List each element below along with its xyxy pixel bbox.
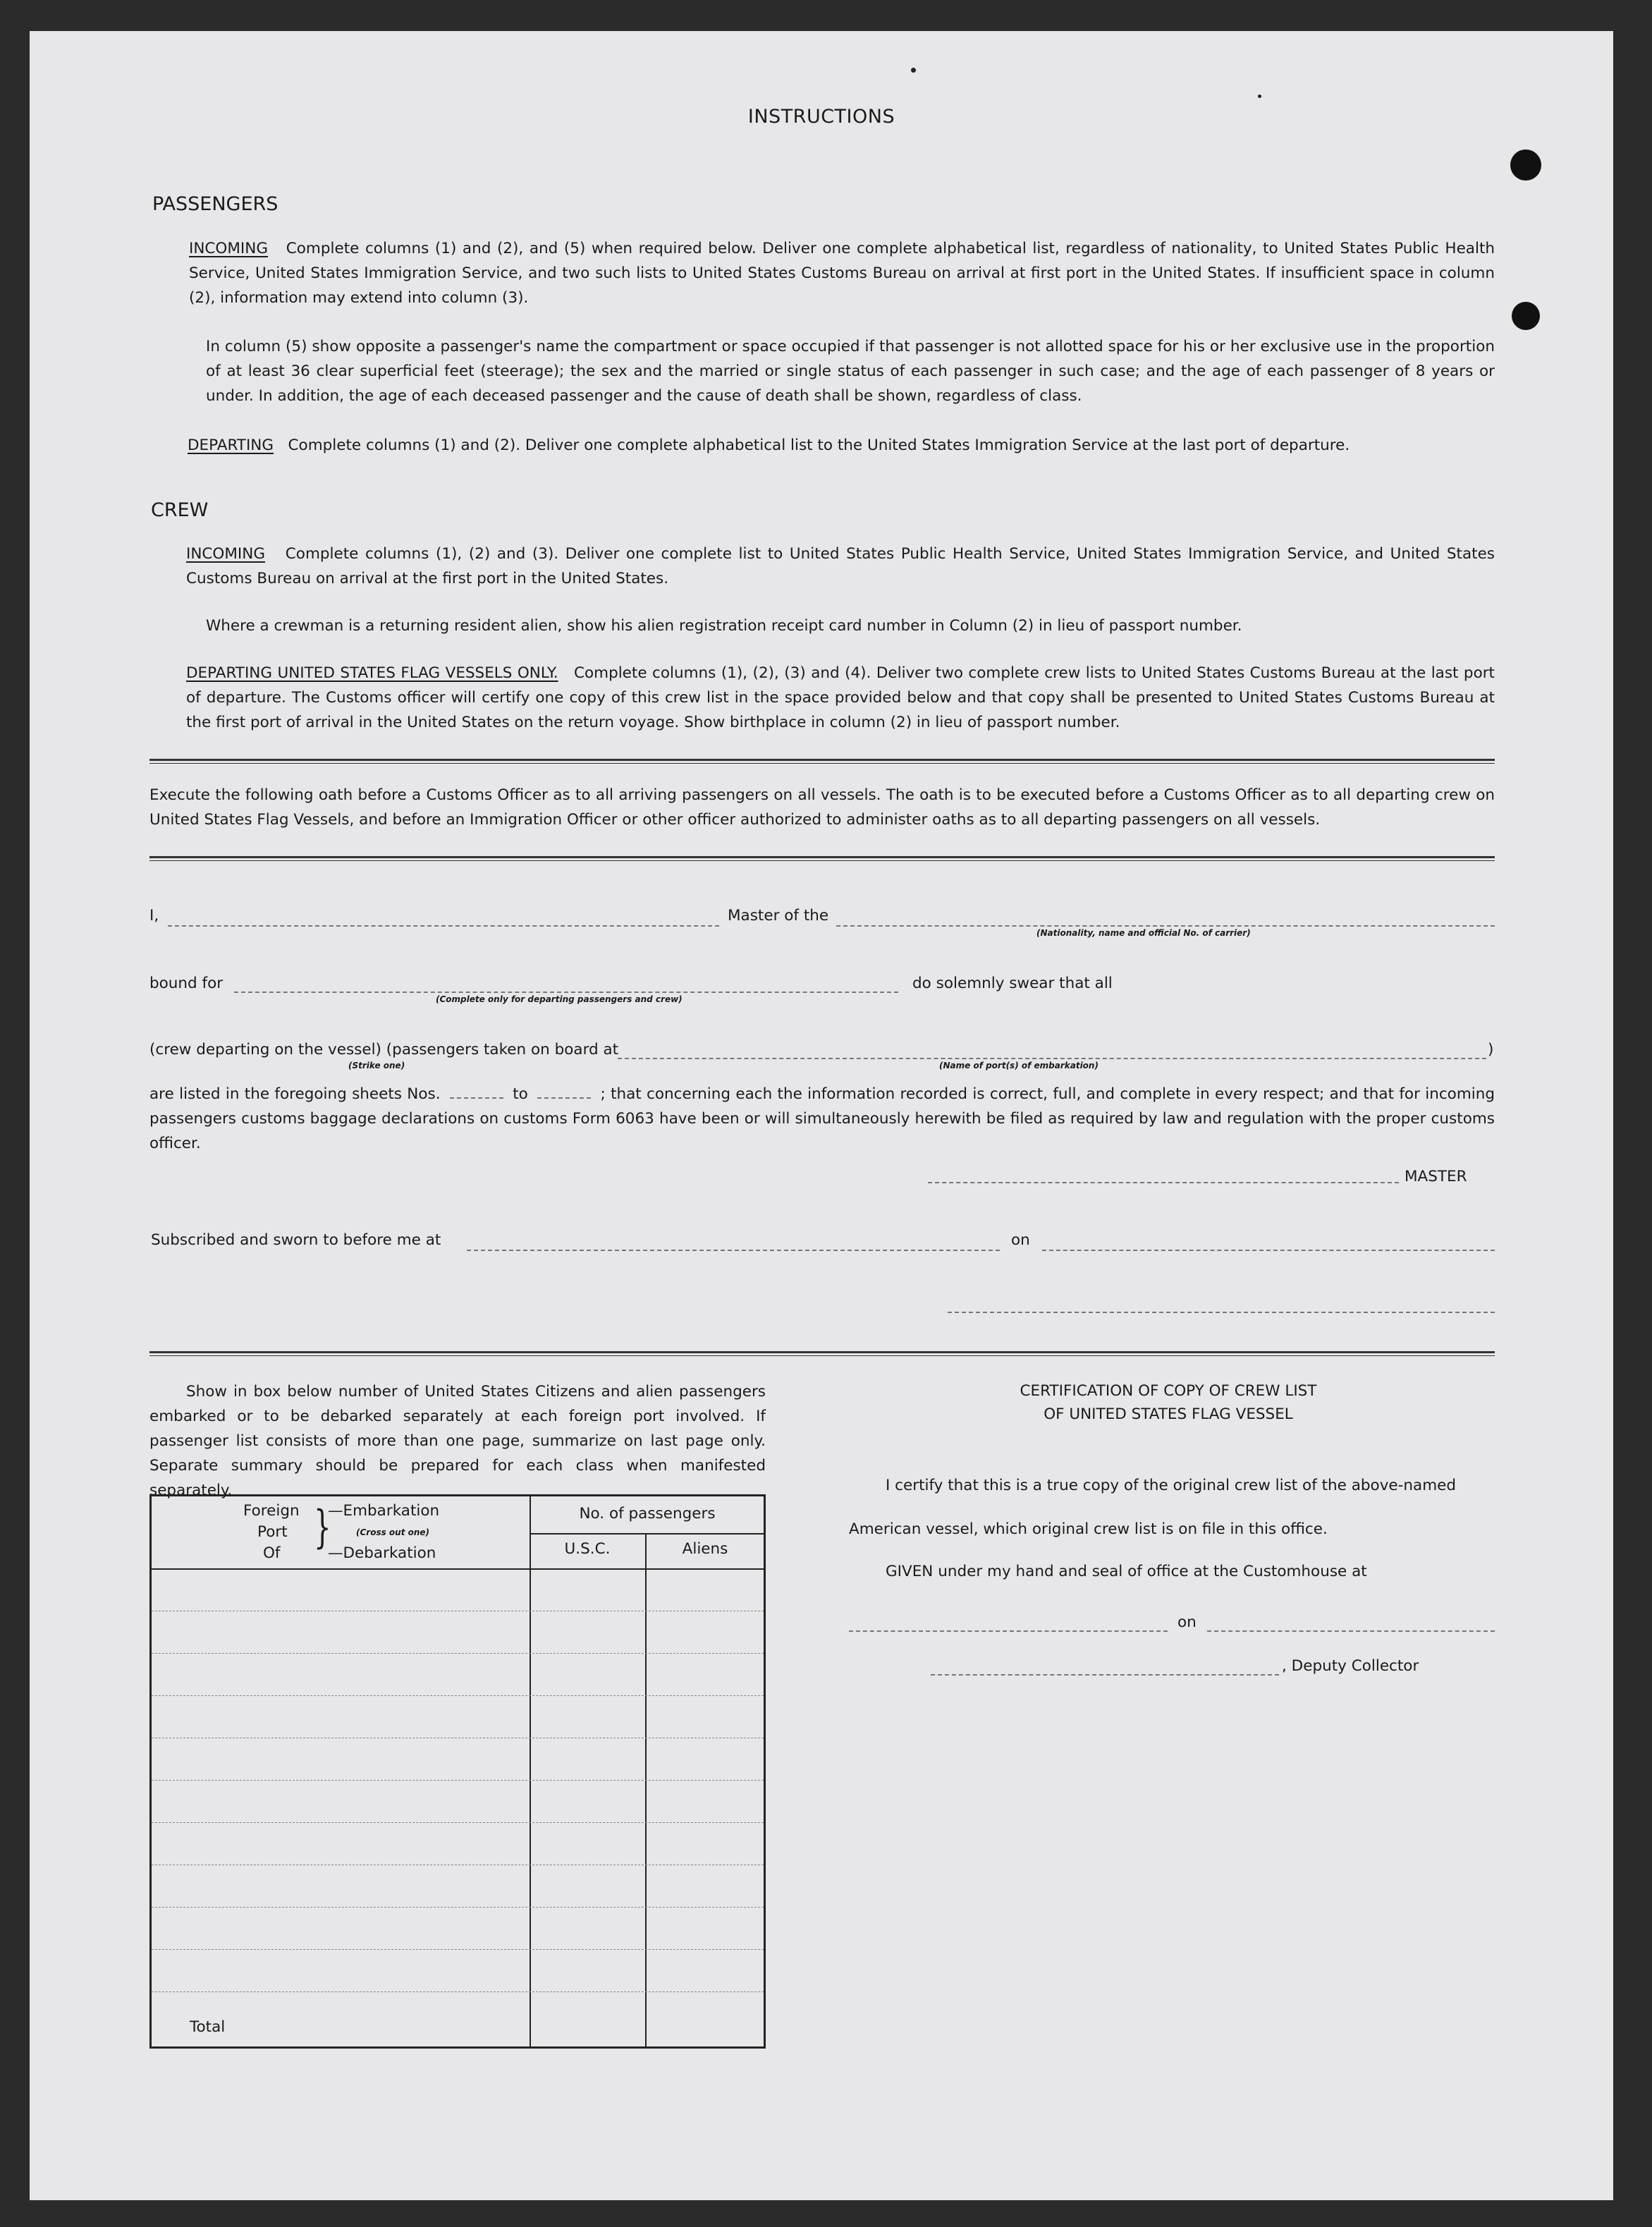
table-row[interactable] <box>152 1991 764 1992</box>
listed-text-b: ; that concerning each the information recorded is correct, full, and complete in every respect; and that for incoming passengers customs baggage declarations on customs Form 6063 have been or will simultaneously herewith be filed as required by law and regulation with the proper customs officer. <box>149 1085 1495 1152</box>
carrier-field[interactable] <box>836 925 1495 927</box>
usc-header: U.S.C. <box>564 1540 611 1558</box>
crew-departing-label: DEPARTING UNITED STATES FLAG VESSELS ONLY. <box>186 664 558 682</box>
table-header-rule <box>152 1568 764 1570</box>
passengers-incoming-text: Complete columns (1) and (2), and (5) when required below. Deliver one complete alphabetical list, regardless of nationality, to United States Public Health Service, United States Immigration Service, and two such lists to United States Customs Bureau on arrival at first port in the United States. If insufficient space in column (2), information may extend into column (3). <box>189 240 1495 307</box>
crew-departing-paragraph <box>186 661 1495 735</box>
certification-title <box>840 1379 1496 1426</box>
divider-rule <box>149 856 1495 861</box>
master-signature-field[interactable] <box>928 1182 1399 1183</box>
passengers-departing-text: Complete columns (1) and (2). Deliver one complete alphabetical list to the United States Immigration Service at the last port of departure. <box>288 437 1350 454</box>
certify-line-b: American vessel, which original crew list is on file in this office. <box>849 1520 1328 1538</box>
crew-departing-text: Complete columns (1), (2), (3) and (4). Deliver two complete crew lists to United States Customs Bureau at the last port of departure. The Customs officer will certify one copy of this crew list in the space provided below and that copy shall be presented to United States Customs Bureau at the first port of arrival in the United States on the return voyage. Show birthplace in column (2) in lieu of passport number. <box>186 664 1495 731</box>
passengers-incoming-label: INCOMING <box>189 240 268 257</box>
form-sheet <box>30 31 1613 2200</box>
table-row[interactable] <box>152 1822 764 1823</box>
sworn-on-label: on <box>1011 1231 1030 1249</box>
certification-date-field[interactable] <box>1207 1630 1495 1632</box>
punch-hole-middle <box>1512 302 1540 330</box>
master-label: MASTER <box>1405 1168 1467 1185</box>
bound-for-label: bound for <box>149 975 224 992</box>
summary-instruction: Show in box below number of United States Citizens and alien passengers embarked or to be debarked separately at each foreign port involved. If passenger list consists of more than one page, summarize on last page only. Separate summary should be prepared for each class when manifested separately. <box>149 1383 766 1499</box>
crew-resident-paragraph: Where a crewman is a returning resident alien, show his alien registration receipt card number in Column (2) in lieu of passport number. <box>206 617 1242 635</box>
crew-incoming-label: INCOMING <box>186 545 265 563</box>
col-of: Of <box>263 1544 281 1562</box>
passengers-departing-paragraph <box>188 433 1495 458</box>
table-divider <box>530 1496 531 2046</box>
deputy-collector-label: , Deputy Collector <box>1282 1657 1419 1675</box>
passenger-summary-table <box>149 1494 766 2049</box>
table-divider <box>530 1533 764 1535</box>
embarkation-ports-field[interactable] <box>618 1058 1486 1059</box>
crew-passengers-label: (crew departing on the vessel) (passengers taken on board at <box>149 1041 619 1058</box>
page-title: INSTRUCTIONS <box>747 106 895 128</box>
given-line: GIVEN under my hand and seal of office at the Customhouse at <box>886 1563 1367 1580</box>
speck <box>1258 94 1261 98</box>
carrier-note: (Nationality, name and official No. of carrier) <box>1036 928 1251 938</box>
no-passengers-header: No. of passengers <box>579 1505 716 1523</box>
close-paren: ) <box>1488 1041 1494 1058</box>
crew-heading: CREW <box>151 499 209 521</box>
sheet-to-field[interactable] <box>537 1097 591 1099</box>
ports-note: (Name of port(s) of embarkation) <box>939 1061 1099 1070</box>
divider-rule <box>149 1351 1495 1356</box>
customhouse-field[interactable] <box>849 1630 1168 1632</box>
passengers-column5-paragraph: In column (5) show opposite a passenger's name the compartment or space occupied if that passenger is not allotted space for his or her exclusive use in the proportion of at least 36 clear superficial feet (steerage); the sex and the married or single status of each passenger in such case; and the age of each passenger of 8 years or under. In addition, the age of each deceased passenger and the cause of death shall be shown, regardless of class. <box>206 338 1495 405</box>
sworn-place-field[interactable] <box>467 1250 1000 1251</box>
passengers-departing-label: DEPARTING <box>188 437 274 454</box>
certification-title-line1: CERTIFICATION OF COPY OF CREW LIST <box>1020 1382 1317 1400</box>
bound-for-note: (Complete only for departing passengers and crew) <box>436 994 683 1004</box>
passengers-heading: PASSENGERS <box>152 193 279 215</box>
bound-for-field[interactable] <box>234 992 898 993</box>
sworn-date-field[interactable] <box>1042 1250 1495 1251</box>
oath-i-label: I, <box>149 907 159 925</box>
sheets-paragraph <box>149 1082 1495 1156</box>
table-row[interactable] <box>152 1695 764 1696</box>
debarkation-label: —Debarkation <box>328 1544 436 1562</box>
table-row[interactable] <box>152 1949 764 1950</box>
listed-to: to <box>513 1085 528 1103</box>
master-of-the-label: Master of the <box>728 907 829 925</box>
aliens-header: Aliens <box>682 1540 728 1558</box>
table-row[interactable] <box>152 1780 764 1781</box>
divider-rule <box>149 759 1495 764</box>
col-foreign: Foreign <box>243 1502 300 1520</box>
master-name-field[interactable] <box>168 925 719 927</box>
certification-title-line2: OF UNITED STATES FLAG VESSEL <box>1044 1405 1293 1423</box>
punch-hole-top <box>1510 150 1541 181</box>
oath-intro: Execute the following oath before a Customs Officer as to all arriving passengers on all vessels. The oath is to be executed before a Customs Officer as to all departing crew on United States Flag Vessels, and before an Immigration Officer or other officer authorized to administer oaths as to all departing passengers on all vessels. <box>149 786 1495 829</box>
total-label: Total <box>190 2018 226 2036</box>
deputy-signature-field[interactable] <box>931 1674 1279 1676</box>
embarkation-label: —Embarkation <box>328 1502 440 1520</box>
certification-on-label: on <box>1177 1613 1197 1631</box>
officer-signature-field[interactable] <box>948 1312 1495 1313</box>
cross-out-note: (Cross out one) <box>356 1527 430 1537</box>
listed-text-a: are listed in the foregoing sheets Nos. <box>149 1085 441 1103</box>
sheet-from-field[interactable] <box>450 1097 503 1099</box>
col-port: Port <box>257 1523 288 1541</box>
brace-icon: } <box>314 1501 331 1554</box>
certify-line-a: I certify that this is a true copy of the original crew list of the above-named <box>886 1477 1457 1494</box>
table-row[interactable] <box>152 1653 764 1654</box>
crew-incoming-paragraph <box>186 542 1495 591</box>
subscribed-label: Subscribed and sworn to before me at <box>151 1231 441 1249</box>
table-row[interactable] <box>152 1907 764 1908</box>
strike-note: (Strike one) <box>348 1061 405 1070</box>
swear-label: do solemnly swear that all <box>912 975 1113 992</box>
crew-incoming-text: Complete columns (1), (2) and (3). Deliver one complete list to United States Public Health Service, United States Immigration Service, and United States Customs Bureau on arrival at the first port in the United States. <box>186 545 1495 587</box>
speck <box>911 68 916 73</box>
passengers-incoming-paragraph <box>189 236 1495 310</box>
